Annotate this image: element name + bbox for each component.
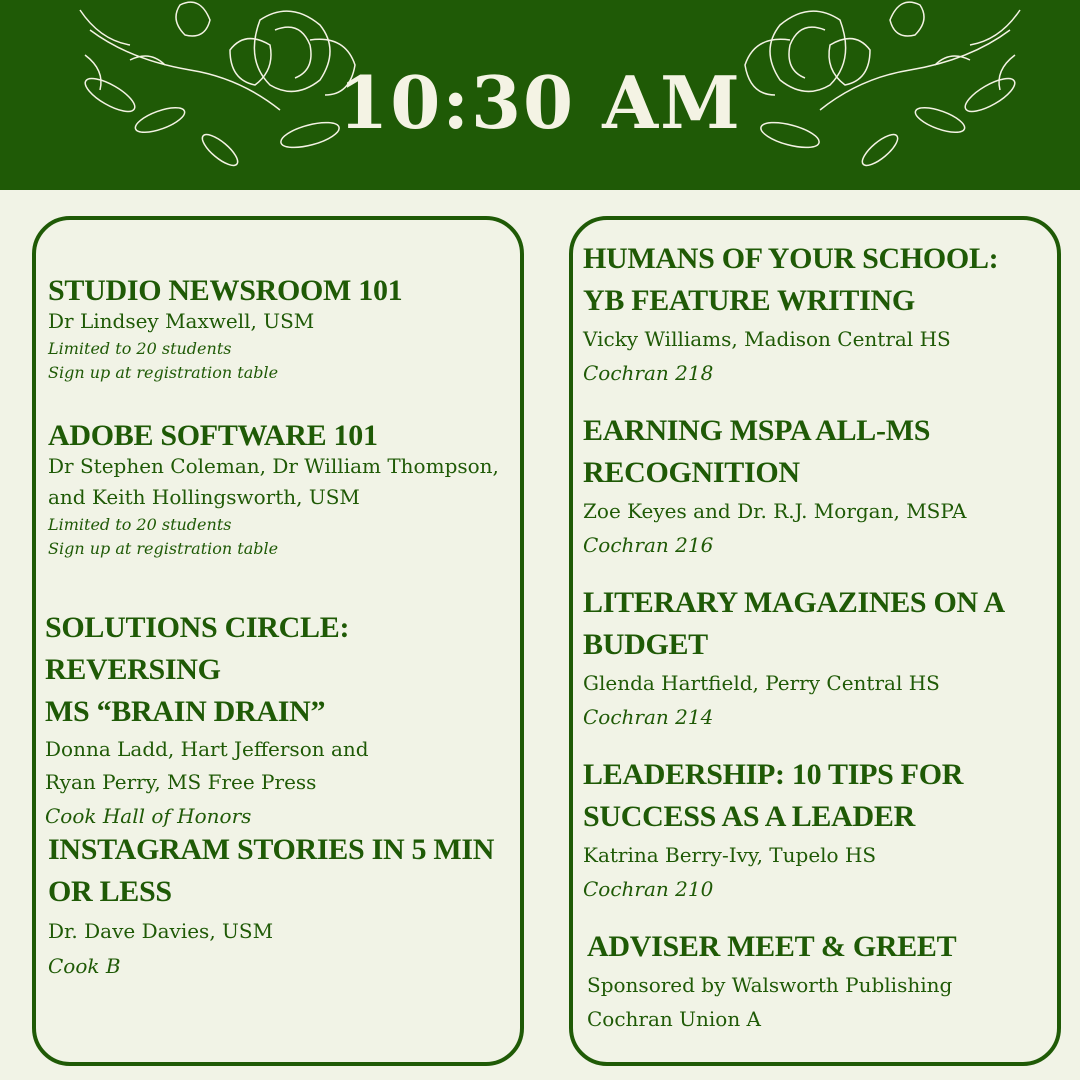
session-card <box>48 829 518 983</box>
session-title: RECOGNITION <box>583 456 800 489</box>
session-time: 10:30 AM <box>338 60 742 145</box>
session-presenter: Sponsored by Walsworth Publishing <box>587 973 953 997</box>
session-presenter: Ryan Perry, MS Free Press <box>45 770 317 794</box>
session-title: EARNING MSPA ALL-MS <box>583 414 931 447</box>
session-note: Limited to 20 students <box>48 339 232 358</box>
session-note: Sign up at registration table <box>48 539 279 558</box>
session-title: SUCCESS AS A LEADER <box>583 800 915 833</box>
session-room: Cook B <box>48 954 121 978</box>
session-room: Cochran 218 <box>583 361 714 385</box>
session-presenter: Dr. Dave Davies, USM <box>48 919 274 943</box>
session-presenter: Zoe Keyes and Dr. R.J. Morgan, MSPA <box>583 499 967 523</box>
session-title: ADOBE SOFTWARE 101 <box>48 419 378 452</box>
session-title: YB FEATURE WRITING <box>583 284 915 317</box>
session-title: STUDIO NEWSROOM 101 <box>48 274 403 307</box>
session-card <box>587 926 1057 1036</box>
session-card <box>45 607 520 833</box>
header-banner <box>0 0 1080 190</box>
session-title: BUDGET <box>583 628 708 661</box>
session-note: Limited to 20 students <box>48 515 232 534</box>
session-title: MS “BRAIN DRAIN” <box>45 695 326 728</box>
session-presenter: Katrina Berry-Ivy, Tupelo HS <box>583 843 877 867</box>
session-card <box>583 410 1053 562</box>
session-title: SOLUTIONS CIRCLE: REVERSING <box>45 611 350 686</box>
session-room: Cochran 210 <box>583 877 714 901</box>
session-title: HUMANS OF YOUR SCHOOL: <box>583 242 999 275</box>
session-title: LEADERSHIP: 10 TIPS FOR <box>583 758 964 791</box>
session-presenter: and Keith Hollingsworth, USM <box>48 485 360 509</box>
session-room: Cook Hall of Honors <box>45 804 252 828</box>
session-presenter: Vicky Williams, Madison Central HS <box>583 327 951 351</box>
session-presenter: Dr Stephen Coleman, Dr William Thompson, <box>48 454 499 478</box>
session-presenter: Dr Lindsey Maxwell, USM <box>48 309 315 333</box>
session-presenter: Donna Ladd, Hart Jefferson and <box>45 737 369 761</box>
session-card <box>48 270 518 385</box>
session-card <box>583 582 1053 734</box>
session-title: INSTAGRAM STORIES IN 5 MIN <box>48 833 495 866</box>
session-room: Cochran 216 <box>583 533 714 557</box>
session-title: LITERARY MAGAZINES ON A <box>583 586 1005 619</box>
session-room: Cochran Union A <box>587 1007 762 1031</box>
session-room: Cochran 214 <box>583 705 714 729</box>
session-card <box>583 238 1053 390</box>
session-presenter: Glenda Hartfield, Perry Central HS <box>583 671 940 695</box>
session-title: OR LESS <box>48 875 172 908</box>
session-title: ADVISER MEET & GREET <box>587 930 957 963</box>
session-card <box>48 415 518 561</box>
session-card <box>583 754 1053 906</box>
session-note: Sign up at registration table <box>48 363 279 382</box>
